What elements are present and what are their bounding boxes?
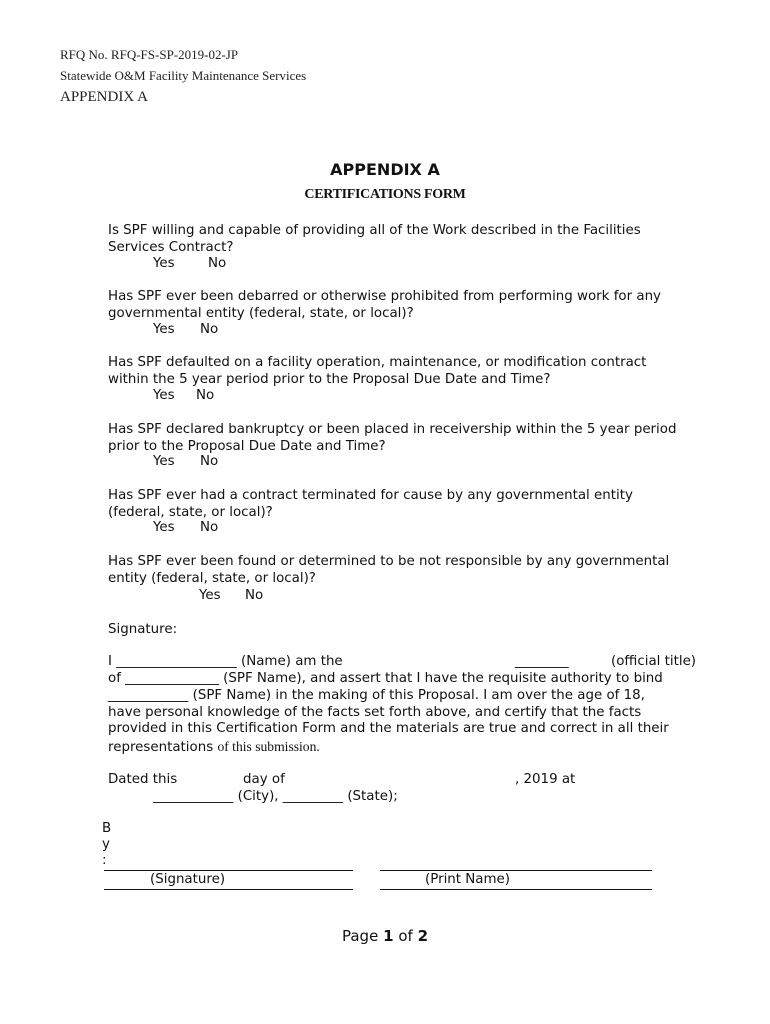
official-title-caption: (official title) (611, 654, 697, 669)
page-title: APPENDIX A (330, 160, 440, 179)
signature-caption: (Signature) (150, 872, 226, 887)
question-4: Has SPF declared bankruptcy or been placed in receivership within the 5 year period prior to the Proposal Due Date and Time? (108, 422, 677, 454)
question-2: Has SPF ever been debarred or otherwise prohibited from performing work for any governmental entity (federal, state, or local)? (108, 289, 661, 321)
q2-yes-option[interactable]: Yes (153, 322, 175, 337)
day-of: day of (243, 772, 285, 787)
signature-line-bottom (104, 889, 353, 890)
q6-yes-option[interactable]: Yes (199, 588, 221, 603)
q5-no-option[interactable]: No (200, 520, 219, 535)
rfq-number: RFQ No. RFQ-FS-SP-2019-02-JP (60, 47, 239, 62)
q4-no-option[interactable]: No (200, 454, 219, 469)
q3-yes-option[interactable]: Yes (153, 388, 175, 403)
cert-line-6: representations of this submission. (108, 739, 320, 755)
question-6: Has SPF ever been found or determined to be not responsible by any governmental entity (federal, state, or local)? (108, 554, 670, 586)
cert-line-1a: I __________________ (Name) am the (108, 654, 343, 669)
city-state-blanks[interactable]: ____________ (City), _________ (State); (153, 789, 398, 804)
q1-no-option[interactable]: No (208, 256, 227, 271)
cert-line-2: of ______________ (SPF Name), and assert that I have the requisite authority to bind (108, 671, 663, 686)
page-subtitle: CERTIFICATIONS FORM (304, 187, 466, 202)
print-name-line-top[interactable] (380, 870, 652, 871)
header-appendix: APPENDIX A (60, 89, 148, 105)
cert-line-5: provided in this Certification Form and the materials are true and correct in all their (108, 721, 669, 736)
signature-label: Signature: (108, 622, 178, 637)
q3-no-option[interactable]: No (196, 388, 215, 403)
question-5: Has SPF ever had a contract terminated for cause by any governmental entity (federal, state, or local)? (108, 488, 633, 520)
print-name-line-bottom (380, 889, 652, 890)
question-3: Has SPF defaulted on a facility operation, maintenance, or modification contract within the 5 year period prior to the Proposal Due Date and Time? (108, 355, 647, 387)
q5-yes-option[interactable]: Yes (153, 520, 175, 535)
dated-this: Dated this (108, 772, 178, 787)
year-at: , 2019 at (515, 772, 576, 787)
question-1: Is SPF willing and capable of providing all of the Work described in the Facilities Services Contract? (108, 223, 641, 255)
signature-line-top[interactable] (104, 870, 353, 871)
q2-no-option[interactable]: No (200, 322, 219, 337)
page-number: Page 1 of 2 (341, 927, 428, 945)
official-title-blank[interactable]: ________ (515, 654, 569, 669)
q4-yes-option[interactable]: Yes (153, 454, 175, 469)
cert-line-3: ____________ (SPF Name) in the making of this Proposal. I am over the age of 18, (108, 688, 645, 703)
cert-line-4: have personal knowledge of the facts set forth above, and certify that the facts (108, 705, 642, 720)
print-name-caption: (Print Name) (425, 872, 511, 887)
program-name: Statewide O&M Facility Maintenance Services (60, 68, 307, 83)
by-label: B y : (102, 821, 112, 868)
q6-no-option[interactable]: No (245, 588, 264, 603)
q1-yes-option[interactable]: Yes (153, 256, 175, 271)
